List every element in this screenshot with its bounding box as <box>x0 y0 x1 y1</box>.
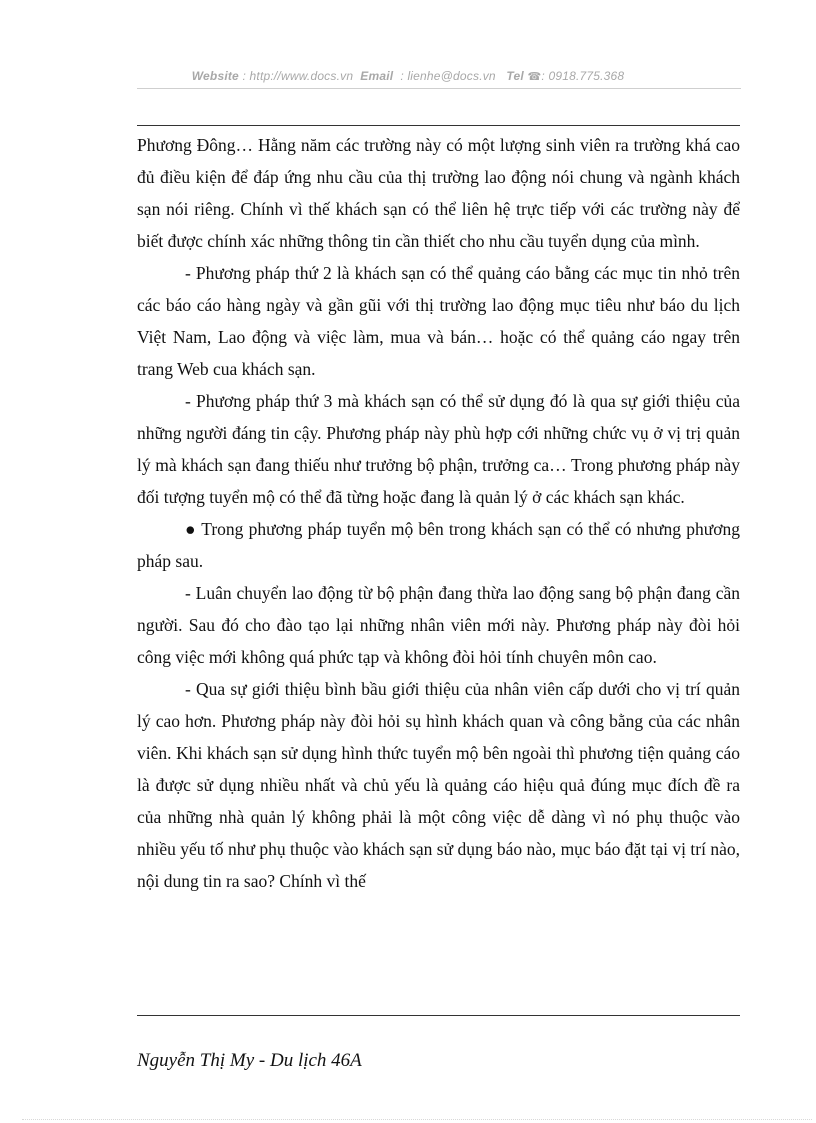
paragraph: - Luân chuyển lao động từ bộ phận đang thừa lao động sang bộ phận đang cần người. Sau đó cho đào tạo lại những nhân viên mới này. Phương pháp này đòi hỏi công việc mới không quá phức tạp và không đòi hỏi tính chuyên môn cao. <box>137 583 740 667</box>
website-link[interactable]: : http://www.docs.vn <box>242 69 354 83</box>
email-label: Email <box>360 69 394 83</box>
header-divider <box>137 88 741 89</box>
body-bottom-rule <box>137 1015 740 1016</box>
paragraph: - Phương pháp thứ 2 là khách sạn có thể quảng cáo bằng các mục tin nhỏ trên các báo cáo hàng ngày và gần gũi với thị trường lao động mục tiêu như báo du lịch Việt Nam, Lao động và việc làm, mua và bán… hoặc có thể quảng cáo ngay trên trang Web cua khách sạn. <box>137 263 740 379</box>
body-top-rule <box>137 125 740 126</box>
page-edge <box>22 1119 812 1120</box>
tel-value: : 0918.775.368 <box>541 69 625 83</box>
email-link[interactable]: : lienhe@docs.vn <box>400 69 496 83</box>
page-footer: Nguyễn Thị My - Du lịch 46A <box>137 1050 362 1071</box>
paragraph: - Phương pháp thứ 3 mà khách sạn có thể sử dụng đó là qua sự giới thiệu của những người đáng tin cậy. Phương pháp này phù hợp cới những chức vụ ở vị trị quản lý mà khách sạn đang thiếu như trưởng bộ phận, trưởng ca… Trong phương pháp này đối tượng tuyển mộ có thể đã từng hoặc đang là quản lý ở các khách sạn khác. <box>137 391 740 507</box>
body-text <box>137 129 740 897</box>
page-header <box>0 69 816 83</box>
tel-label: Tel <box>506 69 524 83</box>
phone-icon: ☎ <box>527 71 542 83</box>
paragraph: Phương Đông… Hằng năm các trường này có một lượng sinh viên ra trường khá cao đủ điều kiện để đáp ứng nhu cầu của thị trường lao động nói chung và ngành khách sạn nói riêng. Chính vì thế khách sạn có thể liên hệ trực tiếp với các trường này để biết được chính xác những thông tin cần thiết cho nhu cầu tuyển dụng của mình. <box>137 135 740 251</box>
website-label: Website <box>191 69 239 83</box>
bullet-paragraph: ● Trong phương pháp tuyển mộ bên trong khách sạn có thể có nhưng phương pháp sau. <box>137 519 740 571</box>
paragraph: - Qua sự giới thiệu bình bầu giới thiệu của nhân viên cấp dưới cho vị trí quản lý cao hơn. Phương pháp này đòi hỏi sụ hình khách quan và công bằng của các nhân viên. Khi khách sạn sử dụng hình thức tuyển mộ bên ngoài thì phương tiện quảng cáo là được sử dụng nhiều nhất và chủ yếu là quảng cáo hiệu quả đúng mục đích đề ra của những nhà quản lý không phải là một công việc dễ dàng vì nó phụ thuộc vào nhiều yếu tố như phụ thuộc vào khách sạn sử dụng báo nào, mục báo đặt tại vị trí nào, nội dung tin ra sao? Chính vì thế <box>137 679 740 891</box>
